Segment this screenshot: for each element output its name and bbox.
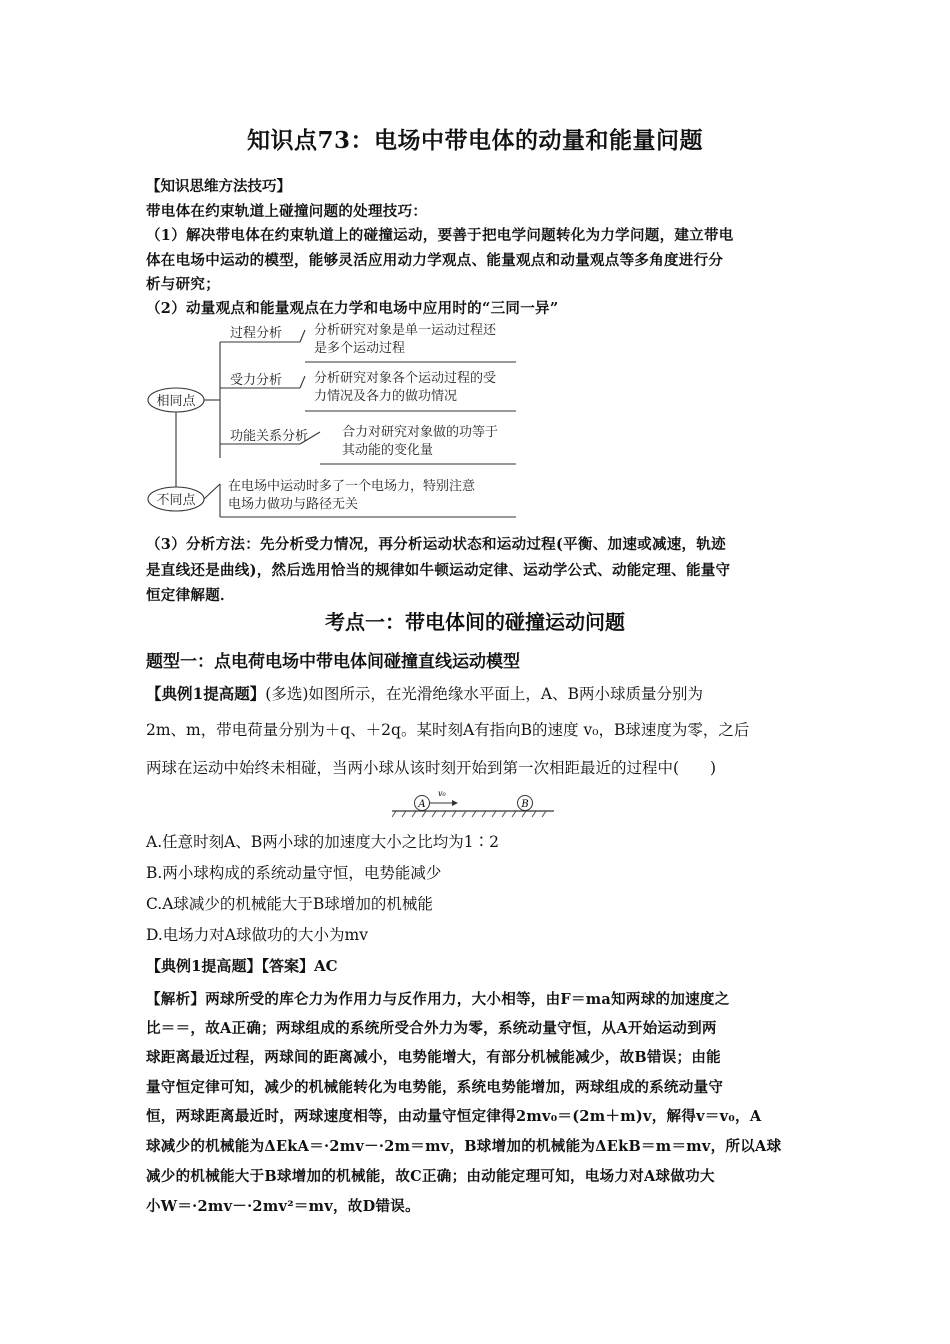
- method-heading: 【知识思维方法技巧】: [146, 178, 291, 195]
- option-b: B.两小球构成的系统动量守恒，电势能减少: [146, 864, 442, 882]
- analysis-line1: [146, 988, 730, 1009]
- example1-line2: 2m、m，带电荷量分别为＋q、＋2q。某时刻A有指向B的速度 v₀，B球速度为零，之后: [146, 721, 750, 739]
- same-node-label: 相同点: [156, 394, 196, 409]
- section-title: 考点一：带电体间的碰撞运动问题: [325, 610, 625, 634]
- analysis-tag: 【解析】: [146, 991, 206, 1008]
- item-desc-process-1: 分析研究对象是单一运动过程还: [314, 323, 497, 338]
- analysis-line1-text: 两球所受的库仑力为作用力与反作用力，大小相等，由F＝ma知两球的加速度之: [205, 991, 730, 1008]
- example1-line1-rest: (多选)如图所示，在光滑绝缘水平面上，A、B两小球质量分别为: [265, 685, 703, 703]
- diff-node-label: 不同点: [156, 493, 196, 508]
- diff-desc-2: 电场力做功与路径无关: [228, 497, 359, 512]
- method-p3-line3: 恒定律解题．: [146, 587, 235, 604]
- method-intro: 带电体在约束轨道上碰撞问题的处理技巧：: [146, 203, 428, 220]
- item-key-energy: 功能关系分析: [230, 429, 309, 444]
- analysis-line8: 小W＝·2mv－·2mv²＝mv，故D错误。: [146, 1198, 420, 1215]
- analysis-line6: 球减少的机械能为ΔEkA＝·2mv－·2m＝mv，B球增加的机械能为ΔEkB＝m＝mv，所以A球: [146, 1138, 782, 1155]
- example1-line1: [146, 682, 703, 704]
- example1-line3: 两球在运动中始终未相碰，当两小球从该时刻开始到第一次相距最近的过程中( ): [146, 759, 717, 777]
- method-p1-line2: 体在电场中运动的模型，能够灵活应用动力学观点、能量观点和动量观点等多角度进行分: [146, 252, 724, 269]
- method-p2: （2）动量观点和能量观点在力学和电场中应用时的“三同一异”: [146, 300, 559, 317]
- diff-desc-1: 在电场中运动时多了一个电场力，特别注意: [228, 479, 476, 494]
- velocity-label: v₀: [438, 789, 446, 798]
- example1-tag: 【典例1提高题】: [146, 684, 266, 703]
- page-title: 知识点73：电场中带电体的动量和能量问题: [246, 127, 703, 154]
- option-a: A.任意时刻A、B两小球的加速度大小之比均为1∶2: [146, 833, 499, 851]
- analysis-line5: 恒，两球距离最近时，两球速度相等，由动量守恒定律得2mv₀＝(2m＋m)v，解得v＝v₀，A: [146, 1108, 762, 1125]
- item-desc-force-2: 力情况及各力的做功情况: [314, 389, 458, 404]
- ball-a-label: A: [418, 799, 426, 810]
- analysis-line7: 减少的机械能大于B球增加的机械能，故C正确；由动能定理可知，电场力对A球做功大: [146, 1168, 715, 1185]
- method-p3-line1: （3）分析方法：先分析受力情况，再分析运动状态和运动过程(平衡、加速或减速，轨迹: [146, 536, 726, 553]
- option-c: C.A球减少的机械能大于B球增加的机械能: [146, 895, 433, 913]
- analysis-line4: 量守恒定律可知，减少的机械能转化为电势能，系统电势能增加，两球组成的系统动量守: [146, 1079, 724, 1096]
- method-p1-line1: （1）解决带电体在约束轨道上的碰撞运动，要善于把电学问题转化为力学问题，建立带电: [146, 227, 734, 244]
- item-desc-force-1: 分析研究对象各个运动过程的受: [314, 371, 497, 386]
- item-key-force: 受力分析: [230, 373, 283, 388]
- item-desc-process-2: 是多个运动过程: [314, 341, 406, 356]
- analysis-line3: 球距离最近过程，两球间的距离减小，电势能增大，有部分机械能减少，故B错误；由能: [146, 1049, 721, 1066]
- item-key-process: 过程分析: [230, 326, 283, 341]
- ball-b-label: B: [521, 799, 529, 810]
- comparison-diagram: [140, 318, 530, 518]
- item-desc-energy-1: 合力对研究对象做的功等于: [342, 425, 499, 440]
- item-desc-energy-2: 其动能的变化量: [342, 443, 434, 458]
- method-p3-line2: 是直线还是曲线)，然后选用恰当的规律如牛顿运动定律、运动学公式、动能定理、能量守: [146, 562, 731, 579]
- option-d: D.电场力对A球做功的大小为mv: [146, 926, 368, 944]
- answer-line: 【典例1提高题】【答案】AC: [146, 957, 338, 975]
- type-title: 题型一：点电荷电场中带电体间碰撞直线运动模型: [146, 652, 520, 672]
- two-ball-figure: [392, 786, 557, 822]
- analysis-line2: 比＝＝，故A正确；两球组成的系统所受合外力为零，系统动量守恒，从A开始运动到两: [146, 1020, 717, 1037]
- method-p1-line3: 析与研究；: [146, 276, 220, 293]
